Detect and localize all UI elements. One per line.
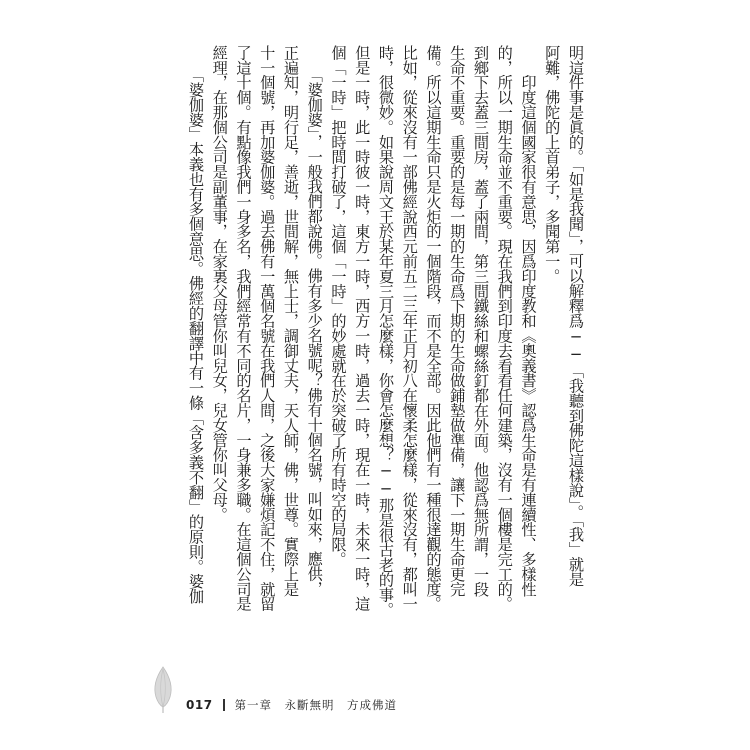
text-column: 到鄉下去蓋三間房，蓋了兩間，第三間鐵絲和螺絲釘都在外面。他認爲無所謂，一段 <box>472 45 490 597</box>
text-column: 阿難，佛陀的上首弟子，多聞第一。 <box>543 45 562 284</box>
footer-divider <box>223 699 225 711</box>
text-column: 十一個號，再加婆伽婆。過去佛有一萬個名號在我們人間，之後大家嫌煩記不住，就留 <box>258 45 277 612</box>
page-number: 017 <box>186 698 213 712</box>
text-column: 比如，從來沒有一部佛經說西元前五二三年正月初八在懷柔怎麼樣，從來沒有，都叫一 <box>400 45 419 612</box>
lotus-bud-icon <box>150 665 176 713</box>
text-column: 但是一時，此一時彼一時，東方一時，西方一時，過去一時，現在一時，未來一時，這 <box>353 45 372 612</box>
vertical-text-block <box>186 45 586 633</box>
text-column: 經理，在那個公司是副董事，在家裏父母管你叫兒女，兒女管你叫父母。 <box>210 45 229 522</box>
text-column: 了這十個。有點像我們一身多名，我們經常有不同的名片，一身兼多職。在這個公司是 <box>234 45 253 612</box>
chapter-title: 第一章 永斷無明 方成佛道 <box>234 698 398 712</box>
text-column: 明這件事是眞的。「如是我聞」，可以解釋爲──「我聽到佛陀這樣說」。「我」就是 <box>567 45 585 587</box>
text-column: 個「一時」把時間打破了，這個「一時」的妙處就在於突破了所有時空的局限。 <box>329 45 348 567</box>
text-column: 備。所以這期生命只是火炬的一個階段，而不是全部。因此他們有一種很達觀的態度。 <box>424 45 443 612</box>
text-column: 「婆伽婆」，一般我們都說佛。佛有多少名號呢？佛有十個名號，叫如來，應供， <box>305 45 324 597</box>
text-column: 的，所以一期生命並不重要。現在我們到印度去看看任何建築，沒有一個樓是完工的。 <box>495 45 514 612</box>
page-footer <box>186 697 397 713</box>
text-column: 印度這個國家很有意思，因爲印度教和《奧義書》認爲生命是有連續性、多樣性 <box>519 45 538 597</box>
text-column: 生命不重要。重要的是每一期的生命爲下期的生命做鋪墊做準備，讓下一期生命更完 <box>448 45 467 597</box>
text-column: 「婆伽婆」本義也有多個意思。佛經的翻譯中有一條「含多義不翻」的原則。婆伽 <box>187 45 205 604</box>
text-column: 時，很微妙。如果說周文王於某年夏三月怎麼樣，你會怎麼想？──那是很古老的事。 <box>377 45 395 617</box>
text-column: 正遍知，明行足，善逝，世間解，無上士，調御丈夫，天人師，佛，世尊。實際上是 <box>282 45 300 597</box>
